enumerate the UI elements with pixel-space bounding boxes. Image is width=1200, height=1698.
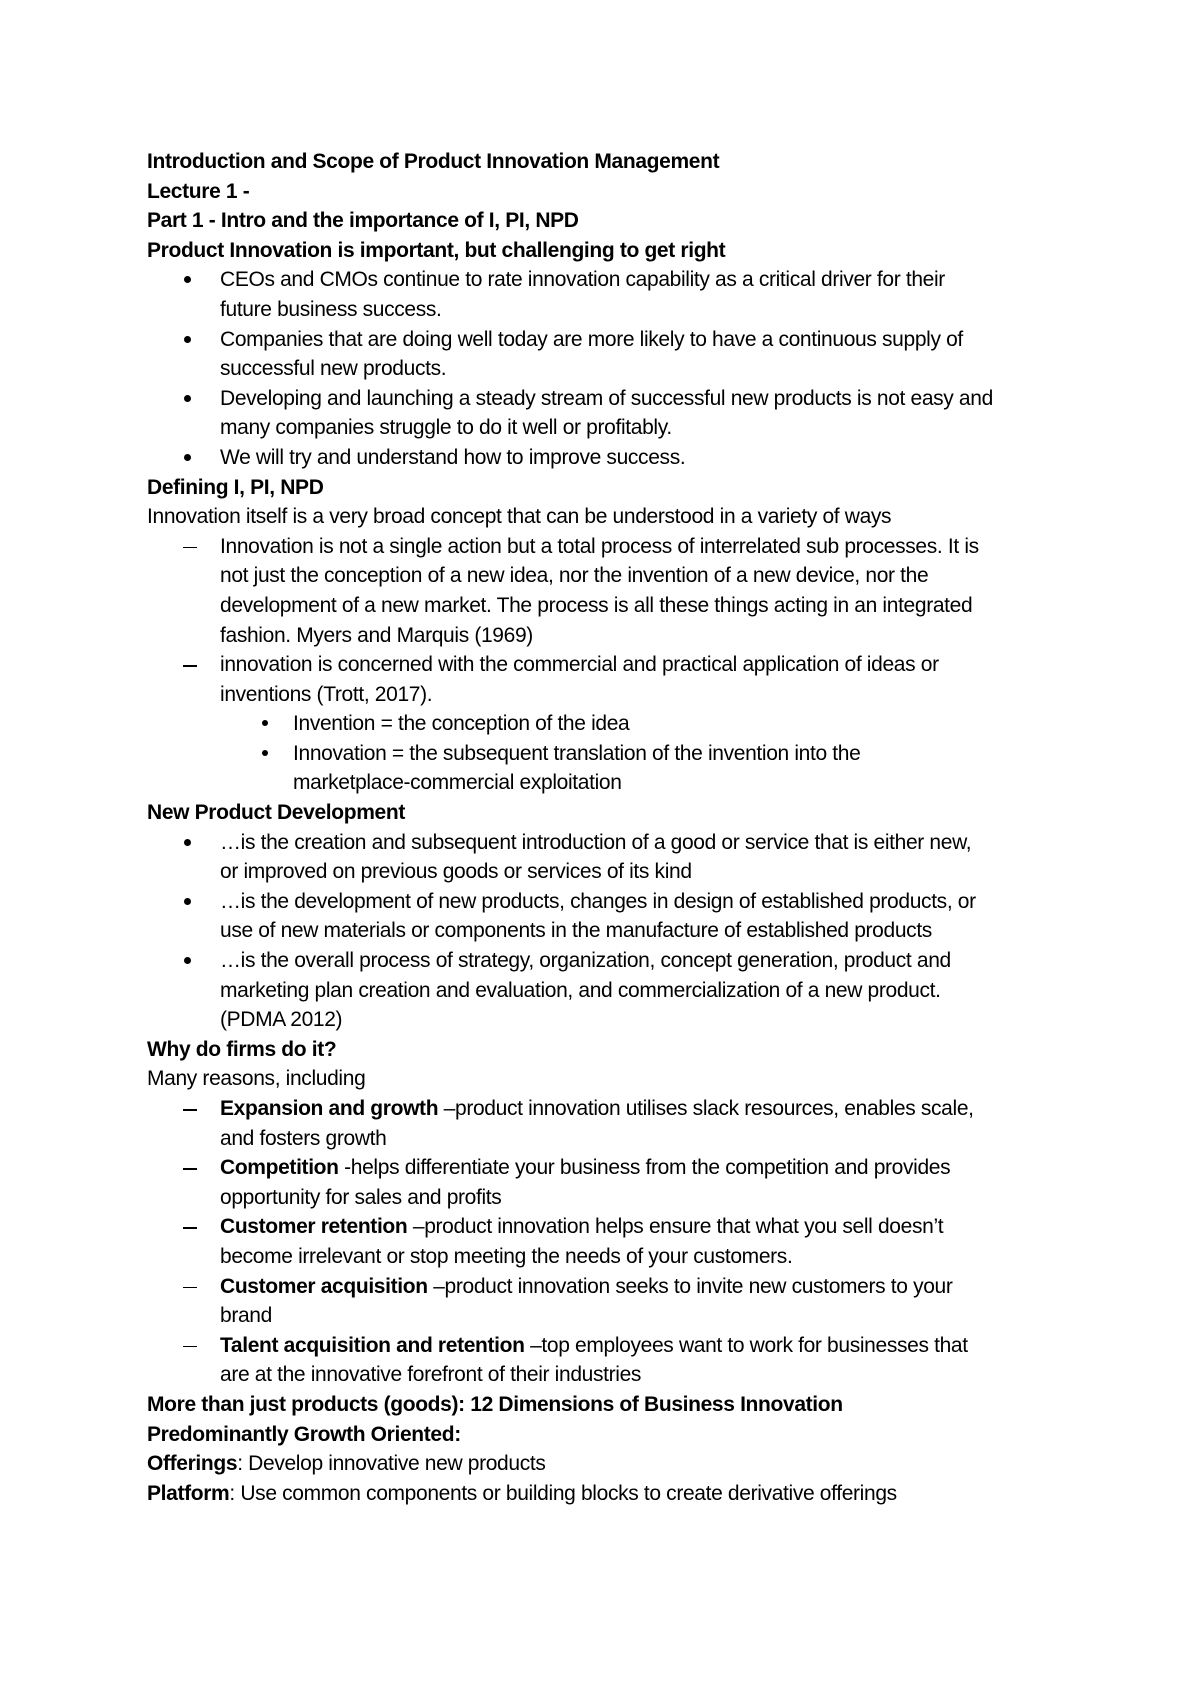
document-page: [147, 147, 1087, 1508]
list-item: innovation is concerned with the commercial and practical application of ideas or inventions (Trott, 2017).: [147, 650, 1087, 709]
dimension-platform: Platform: Use common components or building blocks to create derivative offerings: [147, 1481, 897, 1505]
list-item: CEOs and CMOs continue to rate innovation capability as a critical driver for their future business success.: [147, 265, 1087, 324]
section-heading-dimensions: More than just products (goods): 12 Dimensions of Business Innovation: [147, 1392, 843, 1416]
list-item: Developing and launching a steady stream of successful new products is not easy and many companies struggle to do it well or profitably.: [147, 384, 1087, 443]
list-item: Innovation is not a single action but a total process of interrelated sub processes. It is not just the conception of a new idea, nor the invention of a new device, nor the development of a new market. The process is all these things acting in an integrated fashion. Myers and Marquis (1969): [147, 532, 1087, 650]
doc-title: Introduction and Scope of Product Innovation Management: [147, 150, 720, 173]
subheading-growth: Predominantly Growth Oriented:: [147, 1422, 461, 1446]
list-item: Customer acquisition –product innovation seeks to invite new customers to your brand: [147, 1272, 1087, 1331]
list-item: …is the development of new products, changes in design of established products, or use of new materials or components in the manufacture of established products: [147, 887, 1087, 946]
list-item: We will try and understand how to improve success.: [147, 443, 1087, 473]
section-intro: Many reasons, including: [147, 1067, 366, 1091]
list-item: …is the creation and subsequent introduction of a good or service that is either new, or improved on previous goods or services of its kind: [147, 828, 1087, 887]
list-item: Invention = the conception of the idea: [147, 709, 1087, 739]
part-heading: Part 1 - Intro and the importance of I, PI, NPD: [147, 209, 579, 233]
list-item: Innovation = the subsequent translation of the invention into the marketplace-commercial exploitation: [147, 739, 1087, 798]
dimension-offerings: Offerings: Develop innovative new products: [147, 1452, 546, 1476]
section-heading-why: Why do firms do it?: [147, 1037, 337, 1061]
section-heading-defining: Defining I, PI, NPD: [147, 475, 324, 499]
section-heading-npd: New Product Development: [147, 801, 405, 825]
list-item: Talent acquisition and retention –top employees want to work for businesses that are at the innovative forefront of their industries: [147, 1331, 1087, 1390]
list-item: Expansion and growth –product innovation utilises slack resources, enables scale, and fosters growth: [147, 1094, 1087, 1153]
list-item: …is the overall process of strategy, organization, concept generation, product and marketing plan creation and evaluation, and commercialization of a new product. (PDMA 2012): [147, 946, 1087, 1035]
section-heading-importance: Product Innovation is important, but challenging to get right: [147, 238, 726, 262]
lecture-label: Lecture 1 -: [147, 179, 250, 203]
list-item: Competition -helps differentiate your business from the competition and provides opportunity for sales and profits: [147, 1153, 1087, 1212]
section-intro: Innovation itself is a very broad concept that can be understood in a variety of ways: [147, 505, 892, 529]
list-item: Customer retention –product innovation helps ensure that what you sell doesn’t become irrelevant or stop meeting the needs of your customers.: [147, 1212, 1087, 1271]
list-item: Companies that are doing well today are more likely to have a continuous supply of successful new products.: [147, 325, 1087, 384]
